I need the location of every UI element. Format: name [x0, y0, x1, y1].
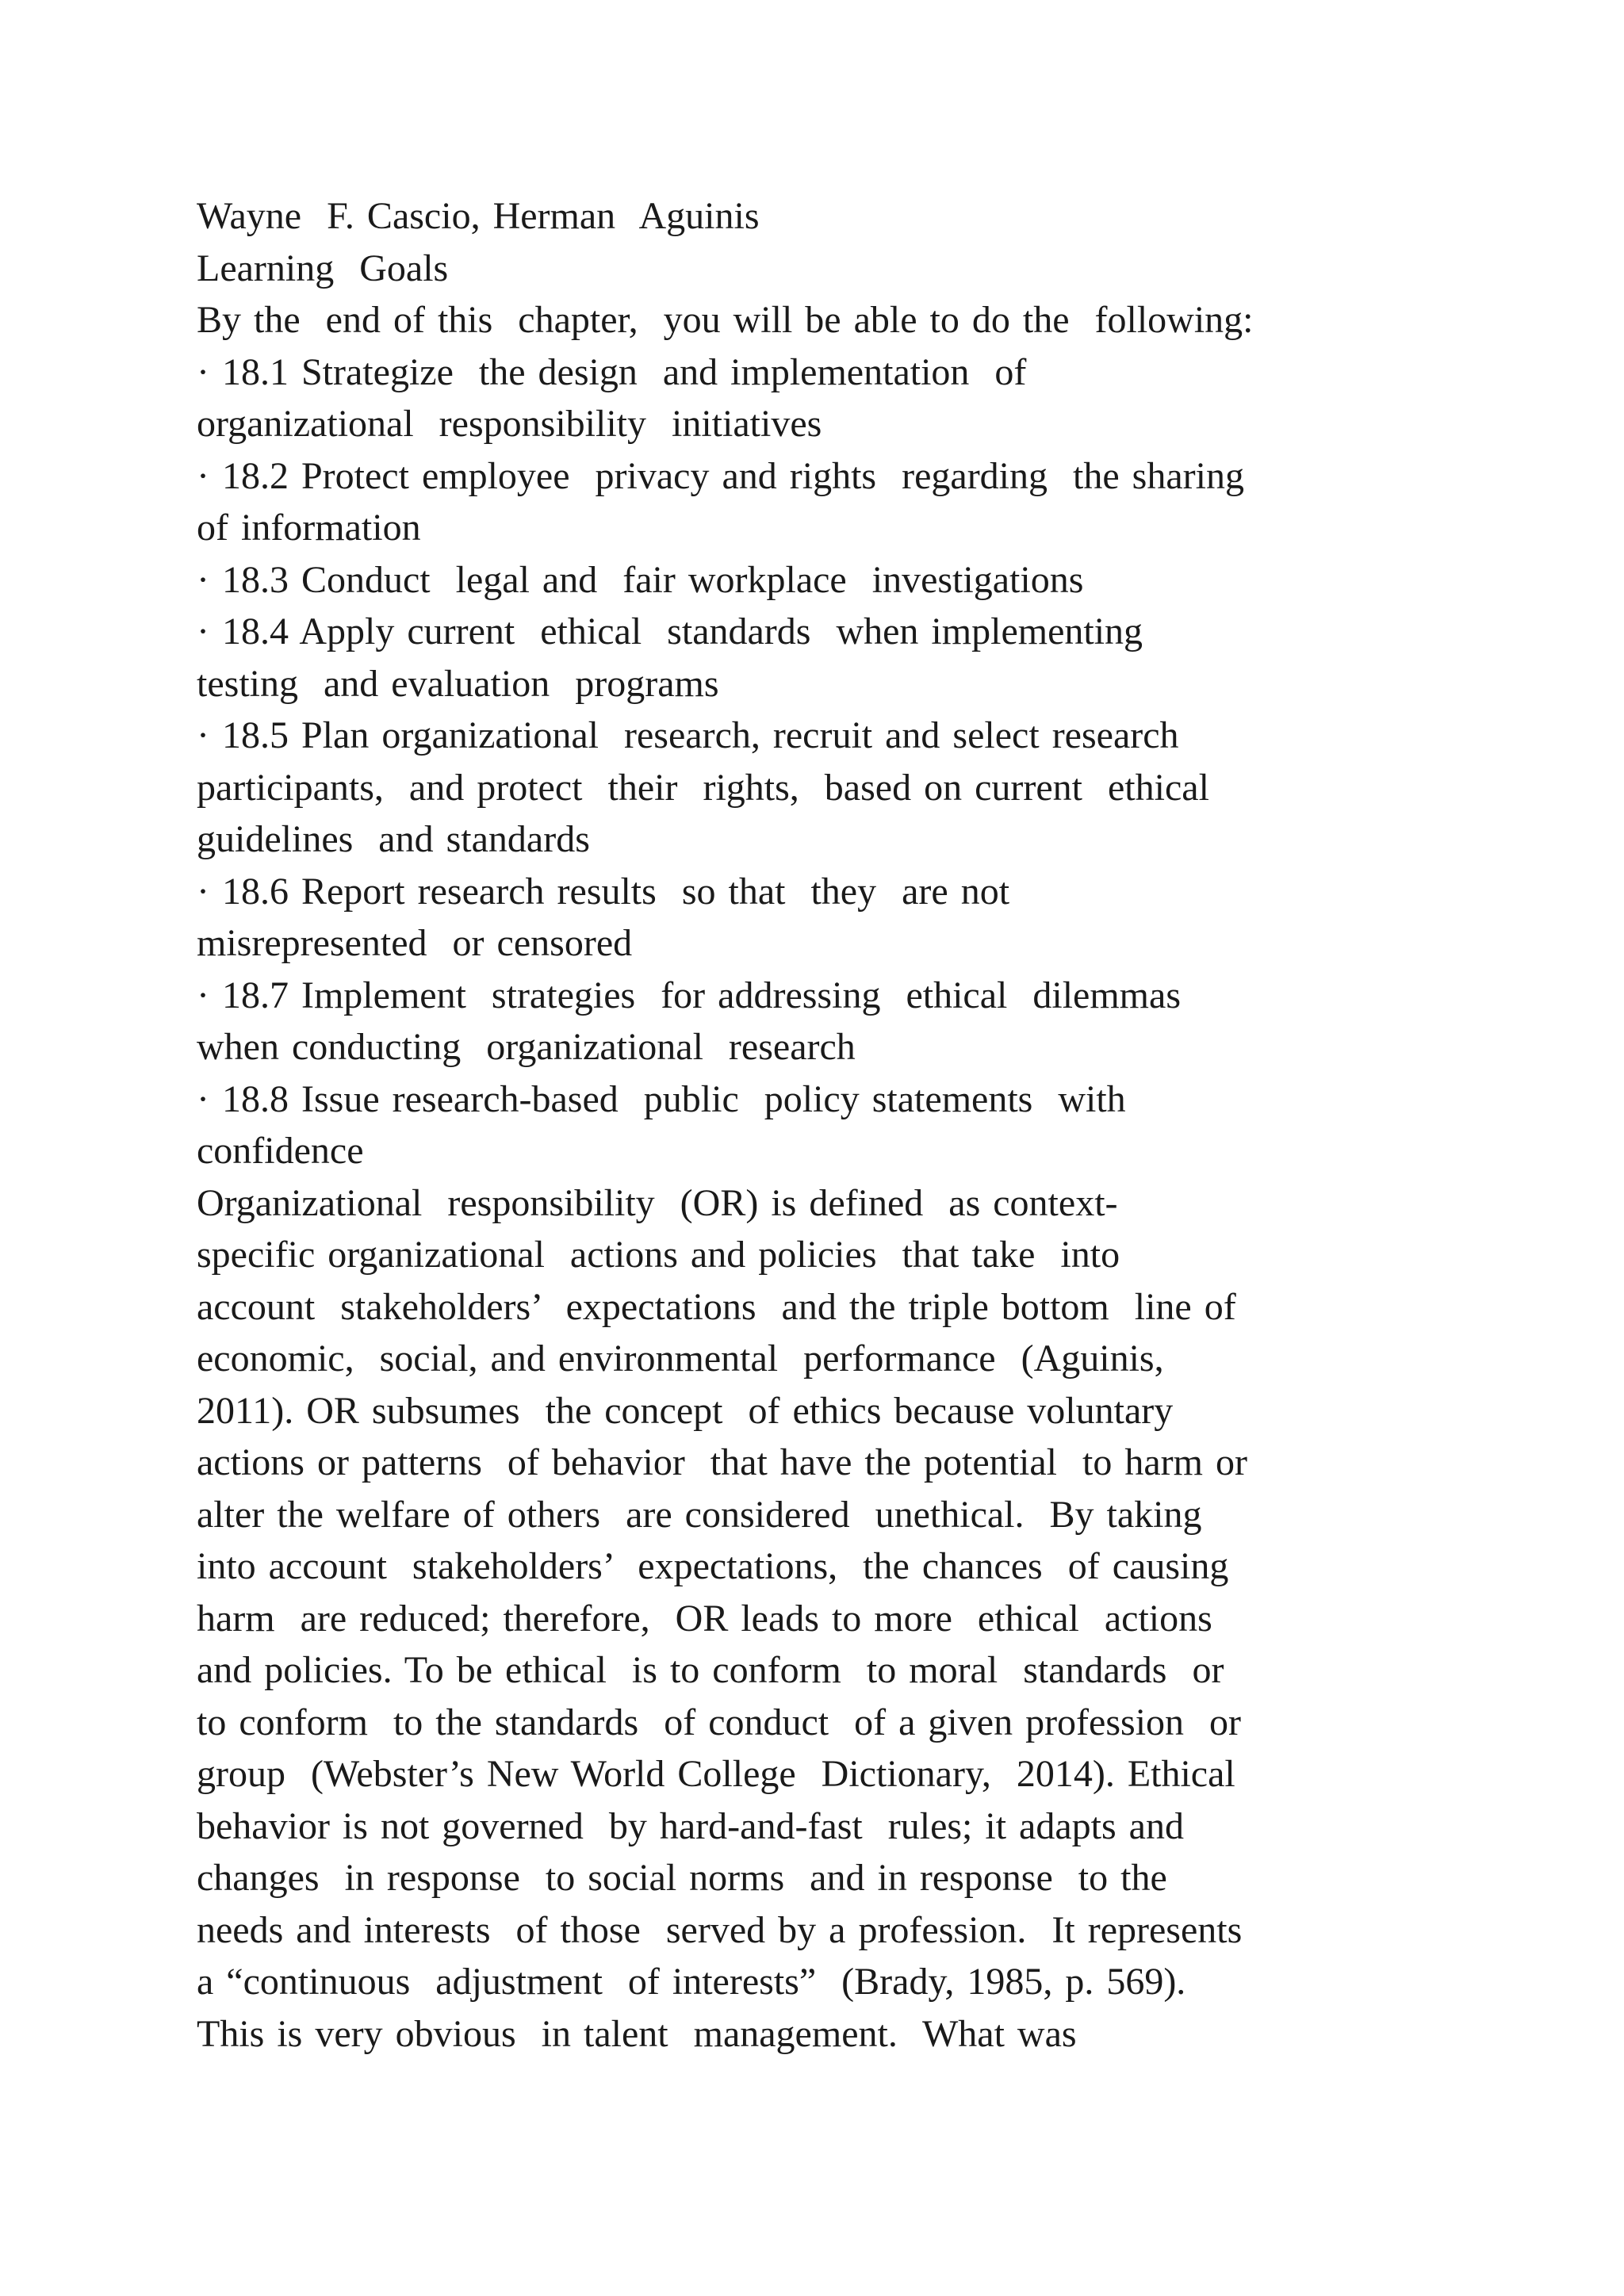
paragraph-line: changes in response to social norms and in response to the: [197, 1857, 1167, 1899]
goal-item-line: · 18.7 Implement strategies for addressing ethical dilemmas: [197, 974, 1181, 1016]
goal-item-line: of information: [197, 507, 421, 549]
goal-item-line: · 18.5 Plan organizational research, recruit and select research: [197, 714, 1179, 756]
paragraph-line: actions or patterns of behavior that have the potential to harm or: [197, 1441, 1247, 1483]
paragraph-line: harm are reduced; therefore, OR leads to more ethical actions: [197, 1597, 1212, 1640]
paragraph-line: account stakeholders’ expectations and the triple bottom line of: [197, 1285, 1236, 1328]
goal-item-line: participants, and protect their rights, based on current ethical: [197, 766, 1209, 809]
paragraph-line: economic, social, and environmental performance (Aguinis,: [197, 1337, 1164, 1380]
goal-item-line: guidelines and standards: [197, 818, 590, 860]
goal-item-line: when conducting organizational research: [197, 1026, 856, 1068]
paragraph-line: Organizational responsibility (OR) is defined as context-: [197, 1181, 1118, 1224]
goal-item-line: confidence: [197, 1130, 364, 1172]
paragraph-line: 2011). OR subsumes the concept of ethics because voluntary: [197, 1389, 1174, 1432]
paragraph-line: This is very obvious in talent management. What was: [197, 2012, 1077, 2055]
goal-item-line: misrepresented or censored: [197, 922, 633, 964]
goal-item-line: · 18.6 Report research results so that they are not: [197, 870, 1010, 913]
section-heading: Learning Goals: [197, 247, 449, 289]
goal-item-line: · 18.3 Conduct legal and fair workplace investigations: [197, 558, 1084, 601]
paragraph-line: needs and interests of those served by a profession. It represents: [197, 1908, 1243, 1951]
goal-item-line: testing and evaluation programs: [197, 662, 719, 705]
goal-item-line: · 18.2 Protect employee privacy and rights regarding the sharing: [197, 454, 1244, 497]
text-line: By the end of this chapter, you will be able to do the following:: [197, 299, 1254, 341]
paragraph-line: group (Webster’s New World College Dictionary, 2014). Ethical: [197, 1753, 1235, 1795]
paragraph-line: behavior is not governed by hard-and-fast rules; it adapts and: [197, 1804, 1184, 1847]
goal-item-line: · 18.1 Strategize the design and implementation of: [197, 350, 1027, 393]
author-line: Wayne F. Cascio, Herman Aguinis: [197, 195, 760, 237]
goal-item-line: · 18.8 Issue research-based public policy statements with: [197, 1077, 1126, 1120]
paragraph-line: to conform to the standards of conduct of a given profession or: [197, 1701, 1242, 1743]
paragraph-line: into account stakeholders’ expectations, the chances of causing: [197, 1545, 1229, 1587]
paragraph-line: specific organizational actions and policies that take into: [197, 1234, 1120, 1276]
goal-item-line: organizational responsibility initiatives: [197, 403, 822, 445]
paragraph-line: a “continuous adjustment of interests” (Brady, 1985, p. 569).: [197, 1961, 1186, 2003]
paragraph-line: alter the welfare of others are considered unethical. By taking: [197, 1493, 1202, 1536]
goal-item-line: · 18.4 Apply current ethical standards when implementing: [197, 610, 1143, 652]
paragraph-line: and policies. To be ethical is to conform to moral standards or: [197, 1649, 1224, 1691]
document-text: [197, 190, 1465, 2060]
